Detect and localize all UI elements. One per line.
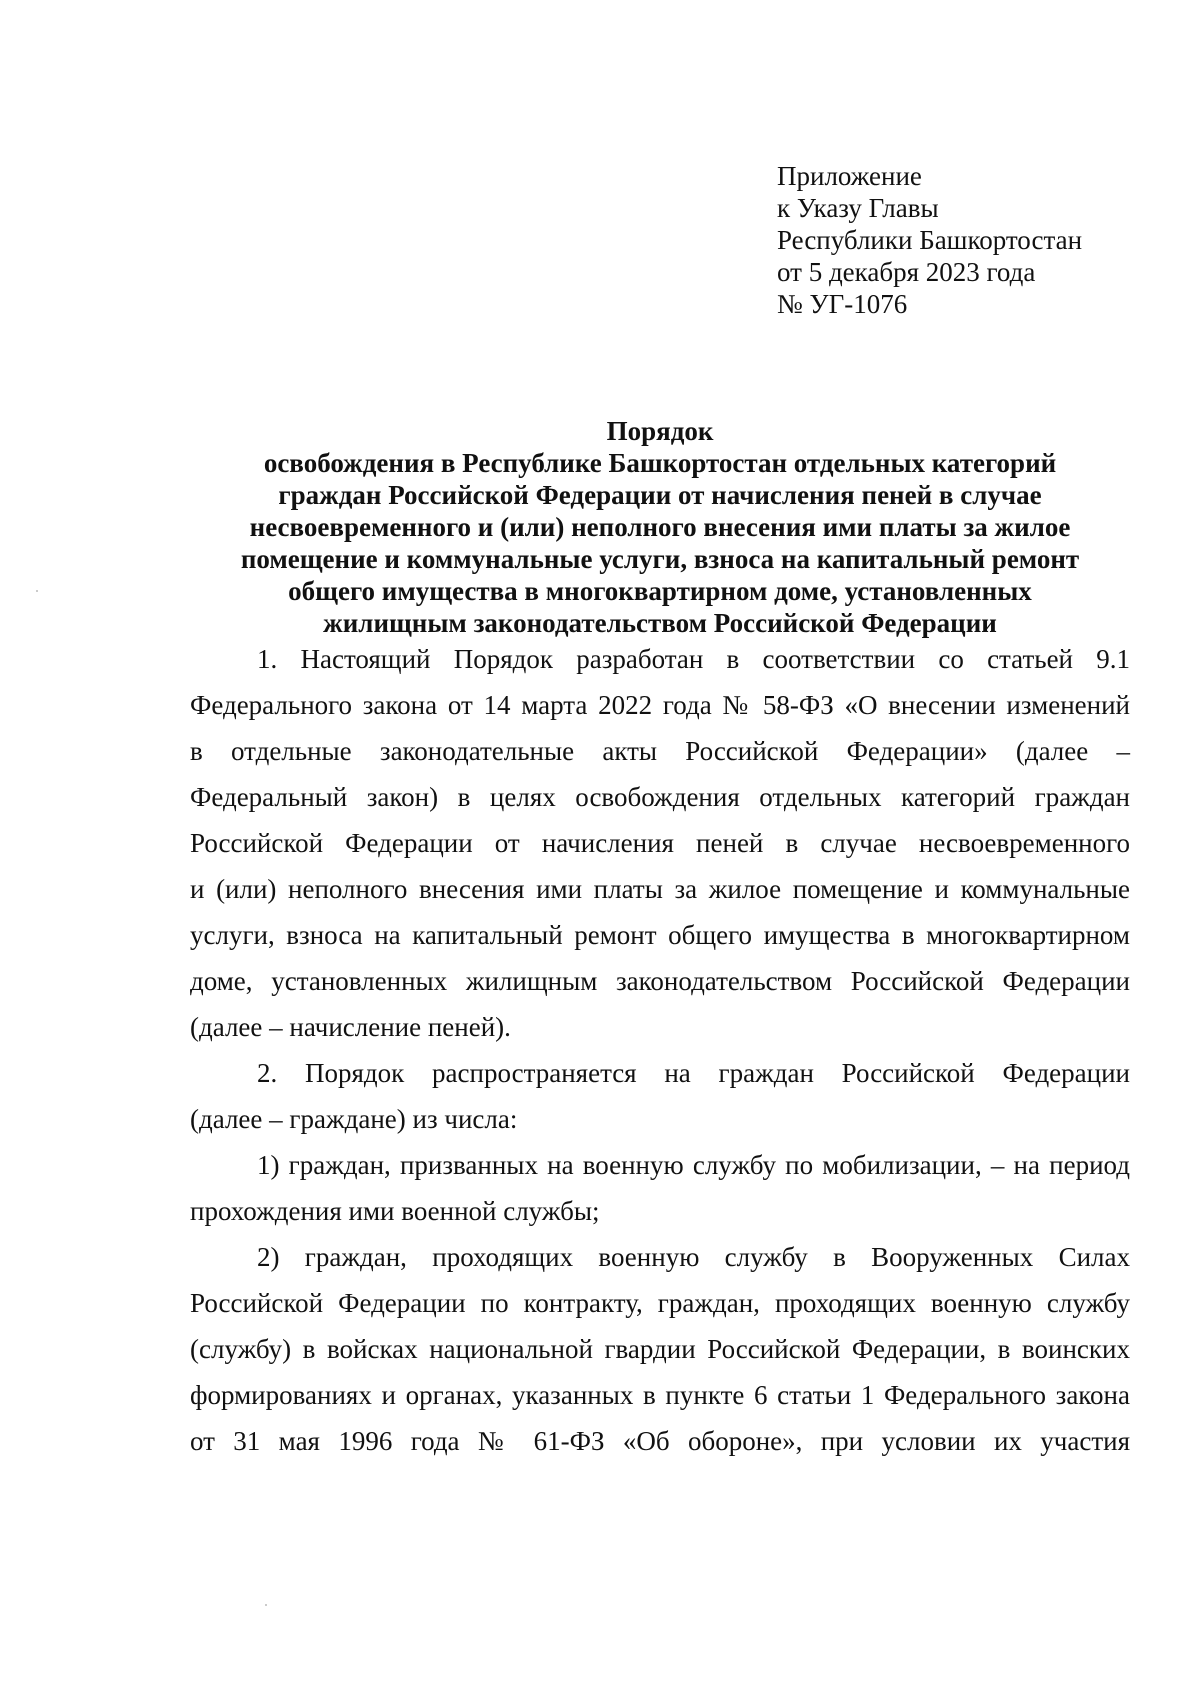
paragraph-4-line: Российской Федерации по контракту, граждан, проходящих военную службу [190,1288,1130,1318]
paragraph-1-line: Федеральный закон) в целях освобождения отдельных категорий граждан [190,782,1130,812]
paragraph-1-line: и (или) неполного внесения ими платы за жилое помещение и коммунальные [190,874,1130,904]
annex-line: Республики Башкортостан [777,225,1083,255]
annex-line: от 5 декабря 2023 года [777,257,1036,287]
title-line: Порядок [606,416,714,446]
paragraph-4-line: 2) граждан, проходящих военную службу в Вооруженных Силах [257,1242,1130,1272]
title-line: помещение и коммунальные услуги, взноса на капитальный ремонт [240,544,1080,574]
paragraph-1-line: услуги, взноса на капитальный ремонт общего имущества в многоквартирном [190,920,1130,950]
paragraph-1-line: 1. Настоящий Порядок разработан в соответствии со статьей 9.1 [257,644,1130,674]
title-line: общего имущества в многоквартирном доме, установленных [288,576,1032,606]
scan-speck [265,1604,267,1606]
paragraph-1-line: Российской Федерации от начисления пеней в случае несвоевременного [190,828,1130,858]
title-line: несвоевременного и (или) неполного внесения ими платы за жилое [249,512,1071,542]
body-text [190,636,1130,1464]
title-line: жилищным законодательством Российской Федерации [323,608,997,638]
paragraph-2-line: 2. Порядок распространяется на граждан Российской Федерации [257,1058,1130,1088]
title-line: граждан Российской Федерации от начисления пеней в случае [278,480,1042,510]
paragraph-4-line: (службу) в войсках национальной гвардии Российской Федерации, в воинских [190,1334,1130,1364]
paragraph-4-line: от 31 мая 1996 года № 61-ФЗ «Об обороне», при условии их участия [190,1426,1130,1456]
paragraph-3-line: 1) граждан, призванных на военную службу по мобилизации, – на период [257,1150,1130,1180]
paragraph-1-line: (далее – начисление пеней). [190,1012,511,1042]
annex-line: № УГ-1076 [777,289,908,319]
scan-speck [36,590,38,592]
paragraph-1-line: Федерального закона от 14 марта 2022 года № 58-ФЗ «О внесении изменений [190,690,1130,720]
annex-line: к Указу Главы [777,193,939,223]
document-title [190,415,1130,639]
paragraph-1-line: доме, установленных жилищным законодательством Российской Федерации [190,966,1130,996]
paragraph-4-line: формированиях и органах, указанных в пункте 6 статьи 1 Федерального закона [190,1380,1130,1410]
paragraph-2-line: (далее – граждане) из числа: [190,1104,518,1134]
title-line: освобождения в Республике Башкортостан отдельных категорий [263,448,1057,478]
annex-header [777,160,1082,320]
annex-line: Приложение [777,161,922,191]
paragraph-1-line: в отдельные законодательные акты Российской Федерации» (далее – [190,736,1130,766]
paragraph-3-line: прохождения ими военной службы; [190,1196,600,1226]
